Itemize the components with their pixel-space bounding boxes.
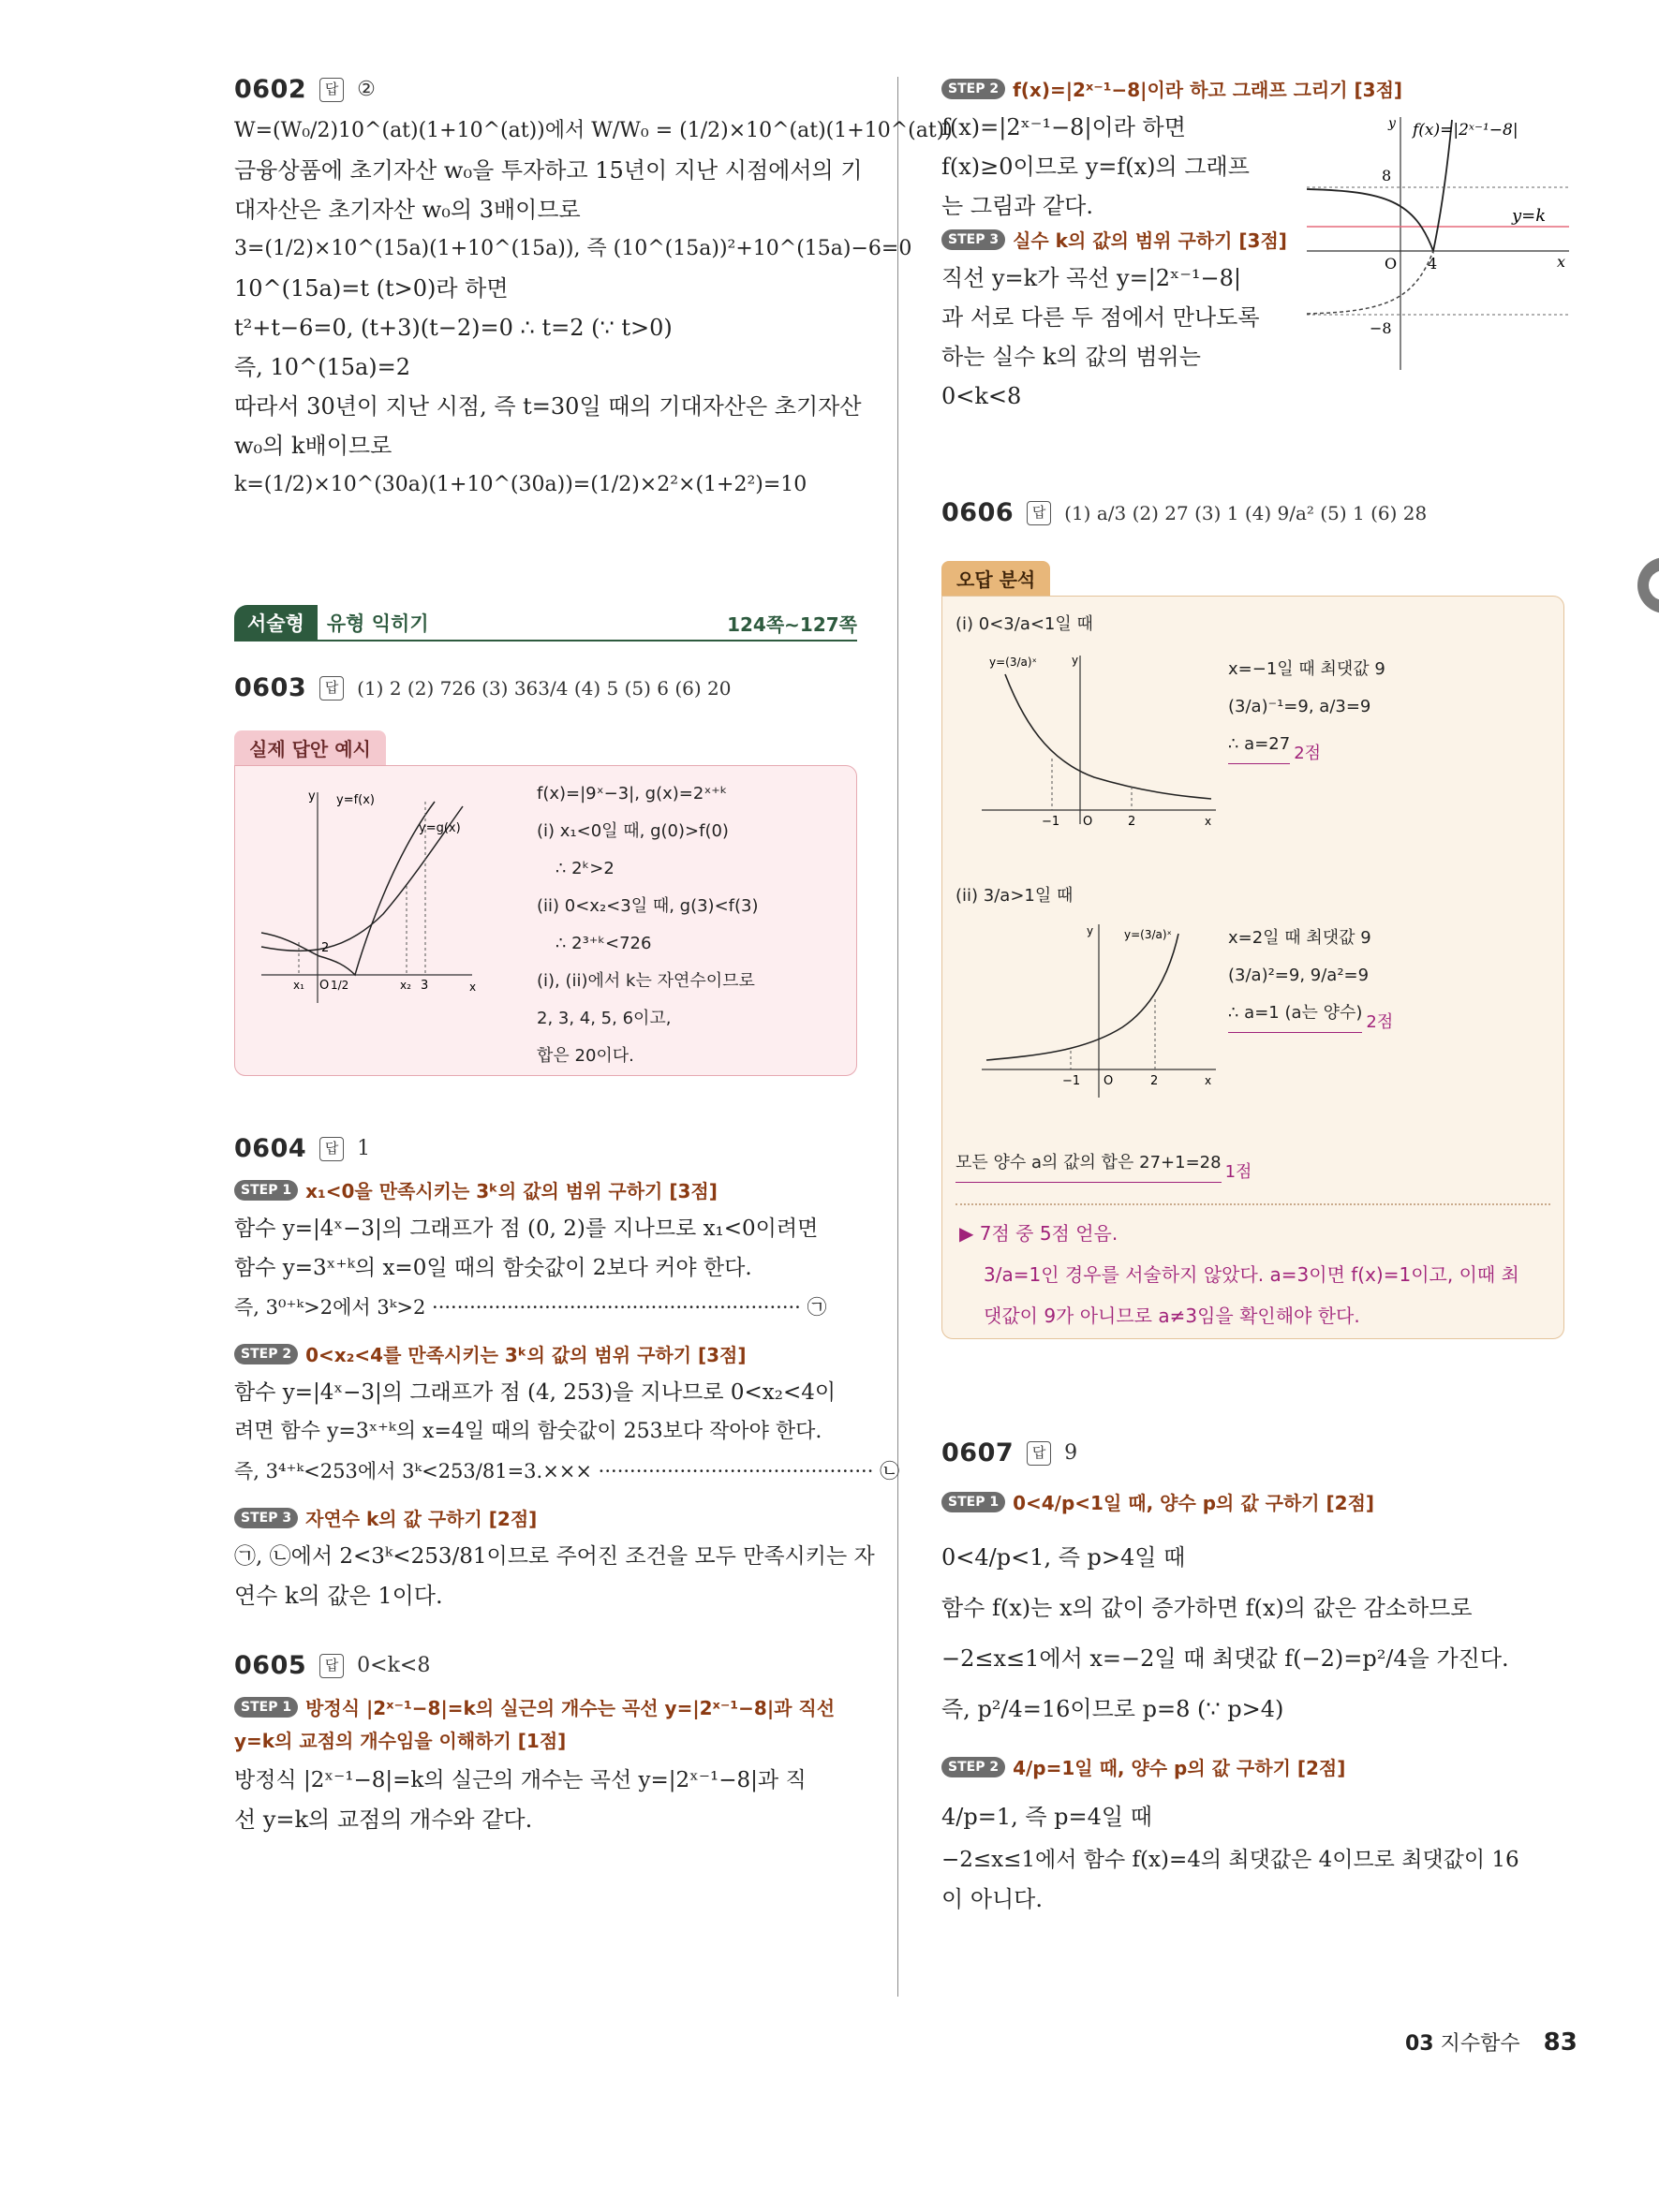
step-title: 4/p=1일 때, 양수 p의 값 구하기 [2점]: [1013, 1757, 1346, 1779]
label-y: y: [1087, 924, 1094, 937]
hand-line: ∴ a=1 (a는 양수): [1228, 995, 1362, 1033]
sum-line: 모든 양수 a의 값의 합은 27+1=28: [955, 1144, 1222, 1183]
label-o: O: [1385, 255, 1398, 273]
step-tag: STEP 3: [941, 229, 1005, 250]
label-8: 8: [1382, 167, 1392, 184]
hand-line: (ii) 0<x₂<3일 때, g(3)<f(3): [537, 896, 759, 916]
label-4: 4: [1428, 255, 1438, 273]
solution-line: 따라서 30년이 지난 시점, 즉 t=30일 때의 기대자산은 초기자산: [234, 393, 862, 420]
problem-0604: [234, 1134, 900, 1615]
solution-line: 함수 f(x)는 x의 값이 증가하면 f(x)의 값은 감소하므로: [941, 1595, 1473, 1621]
label-neg8: −8: [1370, 319, 1392, 337]
solution-line: 0<4/p<1, 즉 p>4일 때: [941, 1544, 1186, 1571]
answer-value: 9: [1064, 1441, 1078, 1465]
answer-value: 0<k<8: [357, 1654, 431, 1677]
solution-line: 방정식 |2ˣ⁻¹−8|=k의 실근의 개수는 곡선 y=|2ˣ⁻¹−8|과 직: [234, 1768, 807, 1792]
label-x1: x₁: [293, 979, 304, 992]
step-title: 자연수 k의 값 구하기 [2점]: [305, 1508, 538, 1530]
feedback: [959, 1213, 1519, 1336]
label-three: 3: [421, 979, 429, 993]
hand-line: x=2일 때 최댓값 9: [1228, 928, 1371, 948]
solution-line: 즉, 10^(15a)=2: [234, 354, 411, 380]
solution-line: 이 아니다.: [941, 1886, 1043, 1912]
chapter-edge-tab: [1637, 557, 1659, 613]
graph-case1: [982, 651, 1225, 829]
reflected-curve: [1307, 251, 1433, 314]
banner-pages: 124쪽∼127쪽: [727, 612, 857, 636]
solution-line: 0<k<8: [941, 383, 1022, 409]
hand-line: (3/a)⁻¹=9, a/3=9: [1228, 697, 1371, 716]
hand-line: 합은 20이다.: [537, 1046, 634, 1066]
label-o: O: [1083, 815, 1093, 829]
answer-badge: 답: [319, 676, 344, 700]
feedback-line: 댓값이 9가 아니므로 a≠3임을 확인해야 한다.: [984, 1305, 1360, 1327]
score-mark: 2점: [1366, 1012, 1394, 1032]
problem-0607: [941, 1438, 1564, 1919]
solution-line: ㉠, ㉡에서 2<3ᵏ<253/81이므로 주어진 조건을 모두 만족시키는 자: [234, 1544, 875, 1569]
problem-number: 0605: [234, 1651, 307, 1680]
problem-number: 0602: [234, 75, 307, 104]
solution-line: 3=(1/2)×10^(15a)(1+10^(15a)), 즉 (10^(15a))²+10^(15a)−6=0: [234, 237, 912, 260]
hand-line: ∴ 2³⁺ᵏ<726: [555, 934, 652, 953]
hand-line: ∴ 2ᵏ>2: [555, 859, 615, 878]
label-o: O: [319, 979, 330, 993]
step-tag: STEP 3: [234, 1508, 298, 1528]
solution-line: 려면 함수 y=3ˣ⁺ᵏ의 x=4일 때의 함숫값이 253보다 작아야 한다.: [234, 1420, 822, 1443]
label-g: y=g(x): [419, 821, 461, 835]
answer-value: (1) 2 (2) 726 (3) 363/4 (4) 5 (5) 6 (6) 20: [357, 676, 732, 700]
example-box: [234, 765, 857, 1076]
step-2: [941, 1753, 1564, 1780]
dotted-separator: [955, 1203, 1550, 1205]
label-x: x: [1205, 815, 1212, 828]
answer-value: ②: [357, 78, 376, 101]
label-two: 2: [1150, 1074, 1159, 1088]
label-x: x: [469, 981, 477, 994]
label-f: y=f(x): [336, 793, 375, 807]
step-3: [234, 1504, 857, 1531]
case1-work: [1228, 651, 1385, 764]
answer-badge: 답: [319, 1654, 344, 1678]
graph-0603: [252, 783, 477, 1008]
label-yfunc: y=(3/a)ˣ: [1124, 928, 1172, 941]
score-mark: 2점: [1294, 744, 1322, 763]
label-fx: f(x)=|2ˣ⁻¹−8|: [1413, 121, 1518, 140]
solution-line: −2≤x≤1에서 x=−2일 때 최댓값 f(−2)=p²/4을 가진다.: [941, 1645, 1509, 1672]
column-divider: [897, 77, 898, 1997]
problem-number: 0604: [234, 1134, 307, 1163]
answer-badge: 답: [1027, 1441, 1051, 1466]
problem-0605-continued: [941, 75, 1564, 416]
hand-line: (i), (ii)에서 k는 자연수이므로: [537, 971, 755, 991]
answer-badge: 답: [1027, 501, 1051, 525]
answer-badge: 답: [319, 78, 344, 102]
solution-line: 즉, 3⁰⁺ᵏ>2에서 3ᵏ>2 ··························································· ㉠: [234, 1296, 827, 1319]
increasing-curve: [986, 934, 1178, 1060]
solution-line: t²+t−6=0, (t+3)(t−2)=0 ∴ t=2 (∵ t>0): [234, 315, 673, 341]
hand-line: (i) x₁<0일 때, g(0)>f(0): [537, 821, 729, 841]
step-title: 0<4/p<1일 때, 양수 p의 값 구하기 [2점]: [1013, 1492, 1375, 1514]
graph-case2: [982, 920, 1225, 1107]
problem-number: 0603: [234, 673, 307, 702]
step-2: [234, 1340, 857, 1367]
solution-line: 과 서로 다른 두 점에서 만나도록: [941, 304, 1260, 331]
label-y: y: [1388, 116, 1396, 131]
solution-line: 는 그림과 같다.: [941, 193, 1093, 219]
step-1: [234, 1693, 857, 1720]
label-x: x: [1557, 253, 1566, 271]
case1-title: (i) 0<3/a<1일 때: [955, 614, 1093, 634]
handwritten-answer: [537, 775, 759, 1075]
feedback-line: 3/a=1인 경우를 서술하지 않았다. a=3이면 f(x)=1이고, 이때 최: [984, 1263, 1519, 1286]
label-two: 2: [321, 941, 330, 955]
answer-value: 1: [357, 1137, 371, 1160]
answer-badge: 답: [319, 1137, 344, 1161]
solution-line: 함수 y=|4ˣ−3|의 그래프가 점 (0, 2)를 지나므로 x₁<0이려면: [234, 1217, 819, 1241]
step-tag: STEP 2: [941, 79, 1005, 99]
problem-number: 0607: [941, 1438, 1015, 1467]
solution-line: w₀의 k배이므로: [234, 433, 393, 459]
solution-line: 연수 k의 값은 1이다.: [234, 1583, 443, 1609]
step-tag: STEP 1: [234, 1180, 298, 1201]
f-curve: [1307, 120, 1452, 251]
step-1: [941, 1488, 1564, 1515]
answer-value: (1) a/3 (2) 27 (3) 1 (4) 9/a² (5) 1 (6) 28: [1064, 501, 1428, 524]
step-title: 0<x₂<4를 만족시키는 3ᵏ의 값의 범위 구하기 [3점]: [305, 1344, 747, 1366]
decreasing-curve: [1005, 674, 1211, 799]
right-column: [941, 75, 1564, 1919]
hand-line: ∴ a=27: [1228, 726, 1290, 764]
feedback-line: ▶ 7점 중 5점 얻음.: [959, 1222, 1118, 1245]
solution-line: k=(1/2)×10^(30a)(1+10^(30a))=(1/2)×2²×(1+2²)=10: [234, 473, 807, 496]
solution-line: 직선 y=k가 곡선 y=|2ˣ⁻¹−8|: [941, 265, 1241, 291]
problem-0605: [234, 1651, 857, 1839]
step-1: [234, 1176, 857, 1203]
label-two: 2: [1128, 815, 1136, 829]
solution-line: 대자산은 초기자산 w₀의 3배이므로: [234, 197, 581, 223]
label-half: 1/2: [331, 979, 349, 992]
label-neg1: −1: [1062, 1074, 1081, 1088]
step-title: 방정식 |2ˣ⁻¹−8|=k의 실근의 개수는 곡선 y=|2ˣ⁻¹−8|과 직선: [305, 1697, 836, 1719]
solution-line: 즉, p²/4=16이므로 p=8 (∵ p>4): [941, 1696, 1284, 1722]
solution-line: 함수 y=|4ˣ−3|의 그래프가 점 (4, 253)을 지나므로 0<x₂<4이: [234, 1380, 837, 1405]
label-o: O: [1104, 1074, 1114, 1088]
solution-line: W=(W₀/2)10^(at)(1+10^(at))에서 W/W₀ = (1/2)×10^(at)(1+10^(at)): [234, 119, 953, 142]
case2-title: (ii) 3/a>1일 때: [955, 886, 1074, 906]
case2-work: [1228, 920, 1393, 1033]
chapter-number: 03: [1405, 2032, 1434, 2056]
error-analysis-box: [941, 596, 1564, 1339]
banner-label-essay: 서술형: [234, 605, 318, 641]
step-tag: STEP 2: [234, 1344, 298, 1364]
error-analysis-tag: 오답 분석: [941, 561, 1050, 596]
chapter-title: 지수함수: [1440, 2032, 1520, 2056]
step-title: 실수 k의 값의 범위 구하기 [3점]: [1013, 229, 1287, 252]
step-tag: STEP 2: [941, 1757, 1005, 1777]
step-title-continued: y=k의 교점의 개수임을 이해하기 [1점]: [234, 1730, 567, 1752]
solution-line: 즉, 3⁴⁺ᵏ<253에서 3ᵏ<253/81=3.××× ············································ ㉡: [234, 1460, 900, 1482]
page-footer: [1405, 2028, 1578, 2057]
hand-line: x=−1일 때 최댓값 9: [1228, 659, 1385, 679]
solution-line: 4/p=1, 즉 p=4일 때: [941, 1804, 1152, 1830]
solution-line: 금융상품에 초기자산 w₀을 투자하고 15년이 지난 시점에서의 기: [234, 157, 863, 184]
score-mark: 1점: [1224, 1162, 1252, 1182]
f-curve: [261, 802, 435, 975]
hand-line: f(x)=|9ˣ−3|, g(x)=2ˣ⁺ᵏ: [537, 784, 728, 804]
hand-line: 2, 3, 4, 5, 6이고,: [537, 1009, 672, 1028]
label-neg1: −1: [1042, 815, 1060, 829]
problem-0602: [234, 75, 953, 505]
page-number: 83: [1543, 2028, 1578, 2057]
example-tag: 실제 답안 예시: [234, 730, 386, 765]
banner-label-type: 유형 익히기: [326, 612, 429, 635]
sum-row: [955, 1144, 1252, 1183]
solution-line: 하는 실수 k의 값의 범위는: [941, 344, 1201, 370]
solution-line: −2≤x≤1에서 함수 f(x)=4의 최댓값은 4이므로 최댓값이 16: [941, 1848, 1519, 1872]
problem-number: 0606: [941, 498, 1015, 527]
label-y: y: [308, 789, 316, 804]
section-banner: [234, 606, 857, 641]
hand-line: (3/a)²=9, 9/a²=9: [1228, 966, 1370, 985]
label-x: x: [1205, 1074, 1212, 1087]
step-2: [941, 75, 1564, 102]
problem-0606: [941, 498, 1564, 1339]
step-tag: STEP 1: [234, 1697, 298, 1718]
problem-0603: [234, 673, 857, 1076]
step-title: f(x)=|2ˣ⁻¹−8|이라 하고 그래프 그리기 [3점]: [1013, 79, 1403, 101]
label-yk: y=k: [1512, 206, 1547, 226]
left-column: [234, 75, 953, 1839]
solution-line: 함수 y=3ˣ⁺ᵏ의 x=0일 때의 함숫값이 2보다 커야 한다.: [234, 1256, 752, 1280]
solution-line: f(x)≥0이므로 y=f(x)의 그래프: [941, 154, 1250, 180]
graph-0605: [1302, 112, 1583, 384]
step-tag: STEP 1: [941, 1492, 1005, 1512]
solution-line: 선 y=k의 교점의 개수와 같다.: [234, 1806, 533, 1833]
solution-line: f(x)=|2ˣ⁻¹−8|이라 하면: [941, 114, 1186, 140]
label-yfunc: y=(3/a)ˣ: [989, 656, 1037, 669]
label-y: y: [1072, 654, 1079, 667]
label-x2: x₂: [400, 979, 411, 992]
solution-line: 10^(15a)=t (t>0)라 하면: [234, 275, 509, 302]
step-title: x₁<0을 만족시키는 3ᵏ의 값의 범위 구하기 [3점]: [305, 1180, 718, 1202]
